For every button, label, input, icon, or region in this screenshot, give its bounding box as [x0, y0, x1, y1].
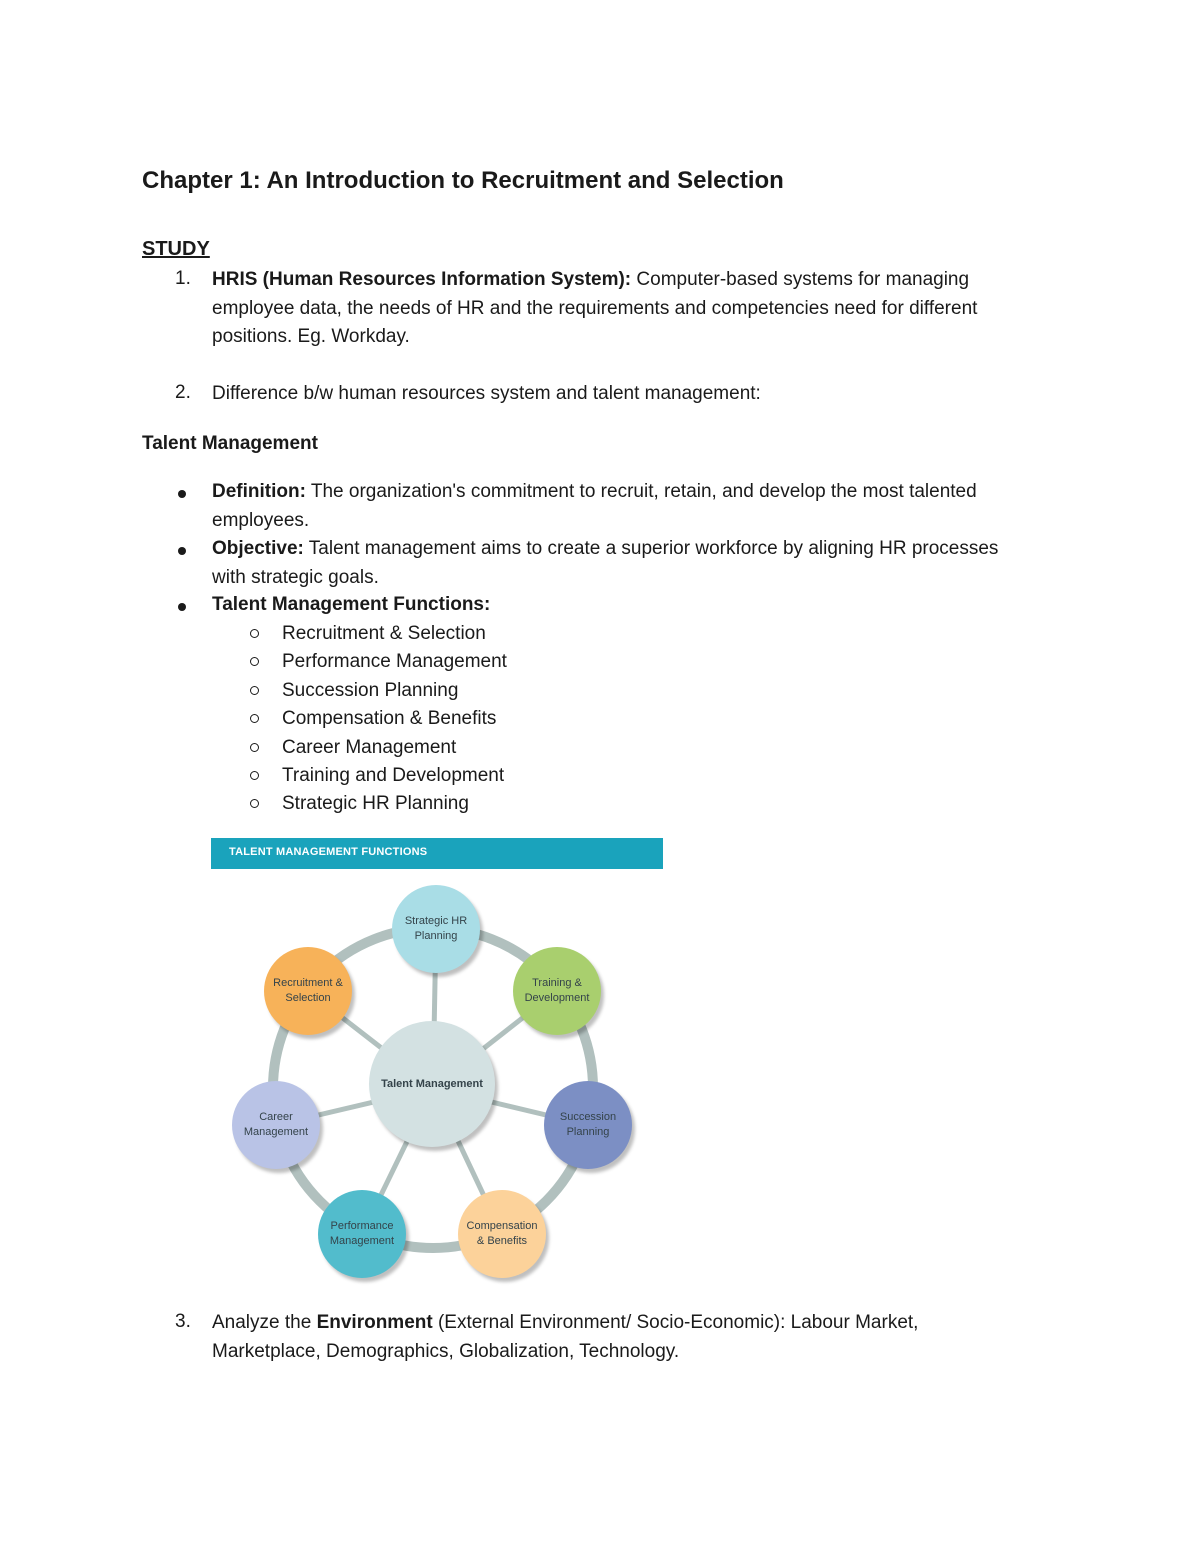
node-label: Recruitment & Selection	[273, 977, 343, 1004]
function-label: Compensation & Benefits	[282, 708, 497, 729]
center-node-label: Talent Management	[381, 1077, 483, 1090]
talent-management-diagram	[211, 838, 663, 1282]
bullet-icon	[178, 603, 186, 611]
circle-bullet-icon	[250, 629, 259, 638]
circle-bullet-icon	[250, 799, 259, 808]
page-title: Chapter 1: An Introduction to Recruitment and Selection	[142, 167, 784, 194]
talent-management-heading: Talent Management	[142, 433, 318, 454]
bullet-icon	[178, 490, 186, 498]
function-label: Recruitment & Selection	[282, 623, 486, 644]
environment-pre: Analyze the	[212, 1312, 317, 1333]
bullet-icon	[178, 547, 186, 555]
circle-bullet-icon	[250, 771, 259, 780]
node-label: Performance Management	[329, 1220, 395, 1247]
difference-paragraph: Difference b/w human resources system and talent management:	[212, 383, 761, 404]
definition-text: The organization's commitment to recruit, retain, and develop the most talented employees.	[212, 481, 977, 531]
circle-bullet-icon	[250, 686, 259, 695]
objective-text: Talent management aims to create a superior workforce by aligning HR processes with strategic goals.	[212, 538, 999, 588]
circle-bullet-icon	[250, 743, 259, 752]
environment-paragraph	[212, 1309, 1032, 1366]
hris-term: HRIS (Human Resources Information System):	[212, 269, 632, 290]
node-label: Training & Development	[524, 977, 590, 1004]
objective-term: Objective:	[212, 538, 304, 559]
function-label: Strategic HR Planning	[282, 793, 469, 814]
study-heading: STUDY	[142, 238, 210, 260]
function-label: Succession Planning	[282, 680, 459, 701]
environment-term: Environment	[316, 1312, 433, 1333]
list-number-1: 1.	[175, 268, 191, 289]
function-label: Training and Development	[282, 765, 505, 786]
list-number-3: 3.	[175, 1311, 191, 1332]
environment-text: (External Environment/ Socio-Economic): Labour Market, Marketplace, Demographics, Globalization, Technology.	[212, 1312, 919, 1362]
functions-term: Talent Management Functions:	[212, 594, 491, 615]
center-node	[369, 1021, 495, 1147]
list-number-2: 2.	[175, 382, 191, 403]
node-label: Compensation & Benefits	[466, 1220, 538, 1247]
node-training-development	[513, 947, 601, 1035]
definition-paragraph	[212, 478, 1032, 535]
hris-paragraph	[212, 266, 1032, 352]
diagram-banner-label: TALENT MANAGEMENT FUNCTIONS	[229, 846, 428, 858]
functions-paragraph	[212, 591, 1032, 620]
node-career-management	[232, 1081, 320, 1169]
node-compensation-benefits	[458, 1190, 546, 1278]
function-label: Career Management	[282, 737, 457, 758]
function-label: Performance Management	[282, 651, 507, 672]
node-strategic-hr-planning	[392, 885, 480, 973]
diagram-banner	[211, 838, 663, 869]
node-succession-planning	[544, 1081, 632, 1169]
node-label: Career Management	[243, 1111, 309, 1138]
node-recruitment-selection	[264, 947, 352, 1035]
objective-paragraph	[212, 535, 1032, 592]
definition-term: Definition:	[212, 481, 306, 502]
node-label: Strategic HR Planning	[404, 915, 468, 942]
node-label: Succession Planning	[559, 1111, 617, 1138]
hris-text: Computer-based systems for managing employee data, the needs of HR and the requirements and competencies need for different positions. Eg. Workday.	[212, 269, 978, 347]
circle-bullet-icon	[250, 657, 259, 666]
circle-bullet-icon	[250, 714, 259, 723]
node-performance-management	[318, 1190, 406, 1278]
